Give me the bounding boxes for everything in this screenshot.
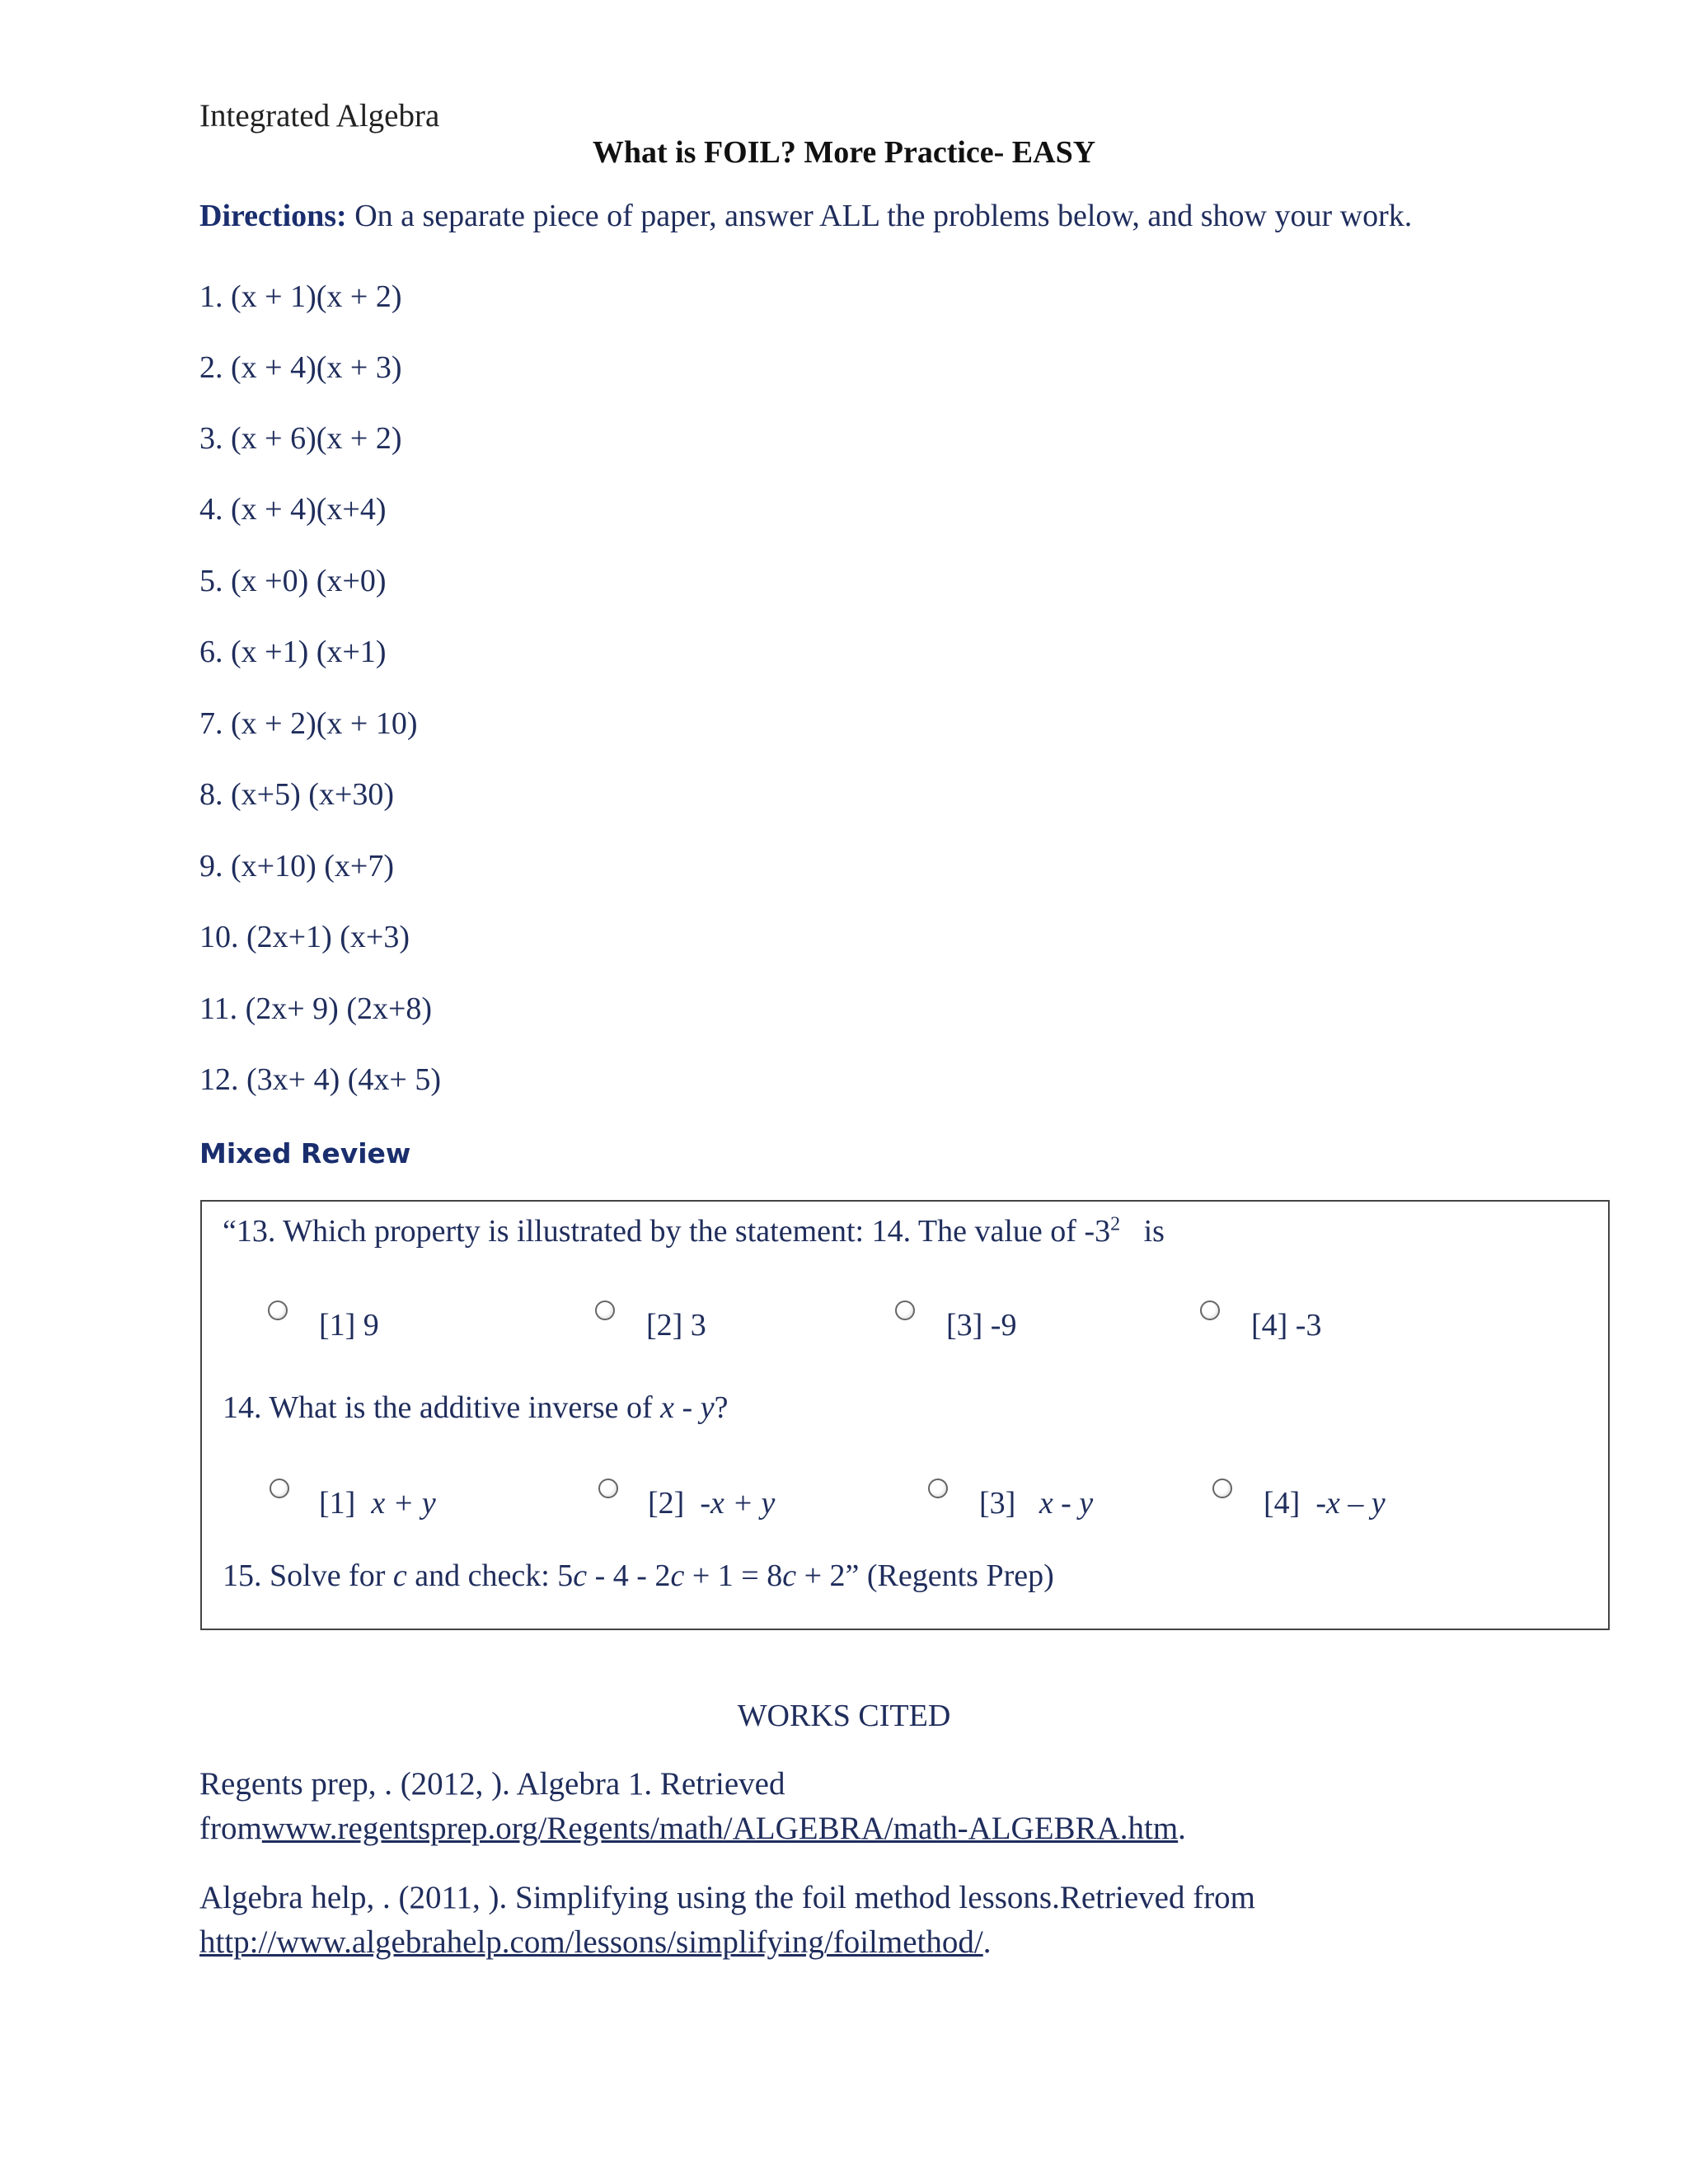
q14-option-2-radio[interactable] (598, 1479, 618, 1498)
problem-9: 9. (x+10) (x+7) (199, 849, 394, 883)
question-15-var-c2: c (573, 1558, 588, 1593)
q13-option-2-radio[interactable] (595, 1301, 615, 1320)
question-15-e: + 1 = 8 (684, 1558, 783, 1593)
question-15-b: and check: 5 (406, 1558, 574, 1593)
q14-option-1-num: [1] (319, 1486, 356, 1521)
directions-text: On a separate piece of paper, answer ALL the problems below, and show your work. (346, 199, 1413, 233)
citation-1-from: from (199, 1811, 262, 1846)
question-15-f: + 2” (Regents Prep) (796, 1558, 1054, 1593)
page-title: What is FOIL? More Practice- EASY (592, 135, 1096, 170)
q14-option-3-expr: x - y (1039, 1486, 1094, 1521)
problem-5: 5. (x +0) (x+0) (199, 564, 387, 598)
question-13 (223, 1213, 1165, 1249)
works-cited-heading: WORKS CITED (737, 1699, 951, 1733)
problem-8: 8. (x+5) (x+30) (199, 777, 394, 812)
q13-option-3-radio[interactable] (895, 1301, 915, 1320)
mixed-review-heading: Mixed Review (199, 1137, 411, 1169)
q13-option-3-label: [3] -9 (946, 1308, 1017, 1343)
q14-option-4-radio[interactable] (1212, 1479, 1232, 1498)
problem-12: 12. (3x+ 4) (4x+ 5) (199, 1062, 441, 1097)
problem-4: 4. (x + 4)(x+4) (199, 492, 387, 527)
q14-option-2-expr: -x + y (700, 1486, 776, 1521)
citation-1 (199, 1762, 1186, 1851)
citation-2 (199, 1876, 1255, 1965)
q14-option-3-num: [3] (979, 1486, 1016, 1521)
exponent: 2 (1110, 1213, 1121, 1235)
q14-option-4-label (1264, 1485, 1386, 1521)
problem-7: 7. (x + 2)(x + 10) (199, 706, 418, 741)
q14-option-1-expr: x + y (371, 1486, 436, 1521)
citation-2-line1: Algebra help, . (2011, ). Simplifying using the foil method lessons.Retrieved from (199, 1880, 1256, 1915)
q14-option-4-expr: -x – y (1315, 1486, 1386, 1521)
citation-1-end: . (1178, 1811, 1186, 1846)
citation-2-end: . (982, 1924, 992, 1960)
q13-option-2-label: [2] 3 (646, 1308, 706, 1343)
problem-10: 10. (2x+1) (x+3) (199, 920, 410, 954)
citation-1-link[interactable]: www.regentsprep.org/Regents/math/ALGEBRA/math-ALGEBRA.htm (261, 1811, 1179, 1846)
q14-option-4-num: [4] (1264, 1486, 1301, 1521)
mixed-review-box (200, 1200, 1610, 1630)
question-15-var-c: c (392, 1558, 407, 1593)
problem-11: 11. (2x+ 9) (2x+8) (199, 991, 433, 1026)
q14-option-2-label (648, 1485, 775, 1521)
q13-option-4-radio[interactable] (1200, 1301, 1220, 1320)
question-15-var-c3: c (670, 1558, 685, 1593)
citation-2-line2 (199, 1920, 1255, 1965)
citation-1-line2 (199, 1807, 1186, 1851)
question-15-var-c4: c (782, 1558, 797, 1593)
q14-option-2-num: [2] (648, 1486, 685, 1521)
question-13-text: “13. Which property is illustrated by the statement: 14. The value of -3 (223, 1214, 1111, 1249)
q13-option-1-radio[interactable] (268, 1301, 288, 1320)
course-name: Integrated Algebra (199, 98, 440, 134)
citation-2-link[interactable]: http://www.algebrahelp.com/lessons/simplifying/foilmethod/ (199, 1924, 983, 1960)
question-13-tail: is (1143, 1214, 1165, 1249)
q14-option-1-radio[interactable] (270, 1479, 289, 1498)
q14-option-3-label (979, 1485, 1093, 1521)
problem-2: 2. (x + 4)(x + 3) (199, 350, 402, 385)
question-15-a: 15. Solve for (223, 1558, 393, 1593)
q13-option-1-label: [1] 9 (319, 1308, 379, 1343)
q13-option-4-label: [4] -3 (1251, 1308, 1322, 1343)
q14-option-1-label (319, 1485, 436, 1521)
directions (199, 198, 1412, 234)
problem-1: 1. (x + 1)(x + 2) (199, 279, 402, 314)
question-14-text: 14. What is the additive inverse of (223, 1390, 661, 1425)
directions-label: Directions: (199, 199, 347, 233)
question-14 (223, 1390, 728, 1426)
citation-1-line1: Regents prep, . (2012, ). Algebra 1. Retrieved (199, 1766, 785, 1802)
problem-3: 3. (x + 6)(x + 2) (199, 421, 402, 456)
q14-option-3-radio[interactable] (928, 1479, 948, 1498)
question-14-variable: x - y (660, 1390, 715, 1425)
problem-6: 6. (x +1) (x+1) (199, 635, 387, 669)
question-15-d: - 4 - 2 (587, 1558, 671, 1593)
question-15 (223, 1558, 1054, 1594)
question-14-suffix: ? (714, 1390, 729, 1425)
